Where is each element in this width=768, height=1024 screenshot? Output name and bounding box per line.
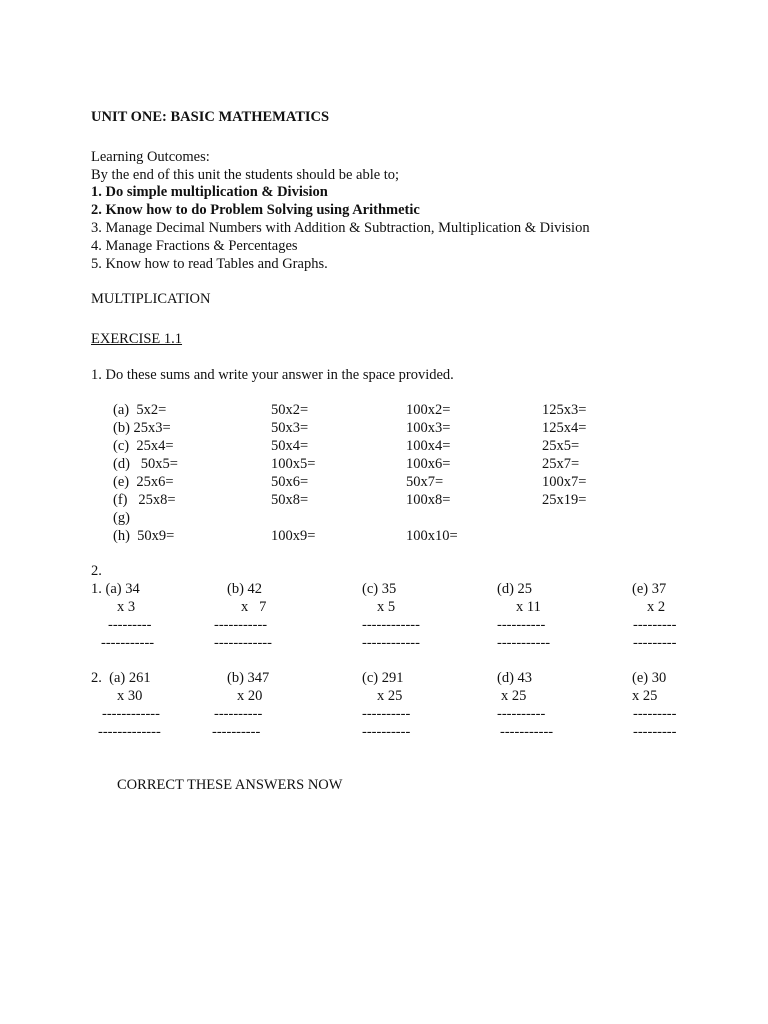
q2-answer-line: ------------ bbox=[362, 635, 420, 651]
q1-sum: 125x3= bbox=[542, 402, 587, 418]
outcome-item: 1. Do simple multiplication & Division bbox=[91, 184, 328, 200]
q2-answer-line: ---------- bbox=[497, 706, 546, 722]
q2-answer-line: ---------- bbox=[212, 724, 261, 740]
q2-answer-line: ------------ bbox=[362, 617, 420, 633]
q2-answer-line: --------- bbox=[633, 706, 677, 722]
q2-problem-label: (e) 30 bbox=[632, 670, 667, 686]
q1-sum: (h) 50x9= bbox=[113, 528, 175, 544]
q2-answer-line: ---------- bbox=[362, 724, 411, 740]
q1-sum: 100x2= bbox=[406, 402, 451, 418]
q2-multiplier: x 2 bbox=[647, 599, 666, 615]
q1-sum: 100x8= bbox=[406, 492, 451, 508]
q2-multiplier: x 3 bbox=[117, 599, 136, 615]
q2-answer-line: --------- bbox=[633, 724, 677, 740]
question2-number: 2. bbox=[91, 563, 102, 579]
q2-problem-label: (d) 25 bbox=[497, 581, 533, 597]
q2-problem-label: (c) 291 bbox=[362, 670, 404, 686]
q2-answer-line: --------- bbox=[633, 617, 677, 633]
q2-multiplier: x 7 bbox=[241, 599, 267, 615]
q1-sum: (a) 5x2= bbox=[113, 402, 167, 418]
q1-sum: (b) 25x3= bbox=[113, 420, 171, 436]
outcome-item: 2. Know how to do Problem Solving using Arithmetic bbox=[91, 202, 420, 218]
q1-sum: 50x6= bbox=[271, 474, 309, 490]
q2-multiplier: x 5 bbox=[377, 599, 396, 615]
q1-sum: 100x7= bbox=[542, 474, 587, 490]
q1-sum: 25x5= bbox=[542, 438, 580, 454]
q2-answer-line: ----------- bbox=[497, 635, 551, 651]
q2-answer-line: ---------- bbox=[362, 706, 411, 722]
q1-sum: 50x4= bbox=[271, 438, 309, 454]
q1-sum: 100x6= bbox=[406, 456, 451, 472]
q1-sum: 100x3= bbox=[406, 420, 451, 436]
q2-problem-label: (e) 37 bbox=[632, 581, 667, 597]
q1-sum: 50x2= bbox=[271, 402, 309, 418]
q2-multiplier: x 25 bbox=[632, 688, 658, 704]
section-title: MULTIPLICATION bbox=[91, 291, 211, 307]
q2-problem-label: (b) 347 bbox=[227, 670, 270, 686]
q1-sum: (d) 50x5= bbox=[113, 456, 178, 472]
q2-problem-label: 2. (a) 261 bbox=[91, 670, 151, 686]
q2-multiplier: x 30 bbox=[117, 688, 143, 704]
question1-prompt: 1. Do these sums and write your answer in the space provided. bbox=[91, 367, 454, 383]
q2-answer-line: --------- bbox=[633, 635, 677, 651]
q1-sum: 25x7= bbox=[542, 456, 580, 472]
q2-answer-line: --------- bbox=[108, 617, 152, 633]
q2-problem-label: (c) 35 bbox=[362, 581, 397, 597]
footer-note: CORRECT THESE ANSWERS NOW bbox=[117, 777, 343, 793]
q2-answer-line: ---------- bbox=[497, 617, 546, 633]
q1-sum: 100x5= bbox=[271, 456, 316, 472]
q1-sum: 100x9= bbox=[271, 528, 316, 544]
q2-problem-label: 1. (a) 34 bbox=[91, 581, 140, 597]
q1-sum: 50x7= bbox=[406, 474, 444, 490]
q2-answer-line: ----------- bbox=[214, 617, 268, 633]
unit-heading: UNIT ONE: BASIC MATHEMATICS bbox=[91, 109, 330, 125]
q2-multiplier: x 25 bbox=[377, 688, 403, 704]
q2-multiplier: x 20 bbox=[237, 688, 263, 704]
q2-answer-line: ------------ bbox=[102, 706, 160, 722]
q2-multiplier: x 25 bbox=[501, 688, 527, 704]
q1-sum: 50x3= bbox=[271, 420, 309, 436]
exercise-title: EXERCISE 1.1 bbox=[91, 331, 183, 347]
outcome-item: 3. Manage Decimal Numbers with Addition & Subtraction, Multiplication & Division bbox=[91, 220, 590, 236]
q2-problem-label: (d) 43 bbox=[497, 670, 533, 686]
q1-sum: 100x10= bbox=[406, 528, 458, 544]
q1-sum: (c) 25x4= bbox=[113, 438, 174, 454]
outcome-item: 4. Manage Fractions & Percentages bbox=[91, 238, 298, 254]
q1-sum: 125x4= bbox=[542, 420, 587, 436]
q1-sum: 50x8= bbox=[271, 492, 309, 508]
q2-problem-label: (b) 42 bbox=[227, 581, 263, 597]
q2-answer-line: ----------- bbox=[101, 635, 155, 651]
q2-answer-line: ---------- bbox=[214, 706, 263, 722]
q1-sum: (g) bbox=[113, 510, 130, 526]
q1-sum: (e) 25x6= bbox=[113, 474, 174, 490]
outcome-item: 5. Know how to read Tables and Graphs. bbox=[91, 256, 328, 272]
q1-sum: (f) 25x8= bbox=[113, 492, 176, 508]
q1-sum: 100x4= bbox=[406, 438, 451, 454]
q2-answer-line: ----------- bbox=[500, 724, 554, 740]
q1-sum: 25x19= bbox=[542, 492, 587, 508]
q2-multiplier: x 11 bbox=[516, 599, 541, 615]
learning-outcomes-intro: By the end of this unit the students should be able to; bbox=[91, 167, 400, 183]
q2-answer-line: ------------- bbox=[98, 724, 161, 740]
q2-answer-line: ------------ bbox=[214, 635, 272, 651]
learning-outcomes-title: Learning Outcomes: bbox=[91, 149, 210, 165]
